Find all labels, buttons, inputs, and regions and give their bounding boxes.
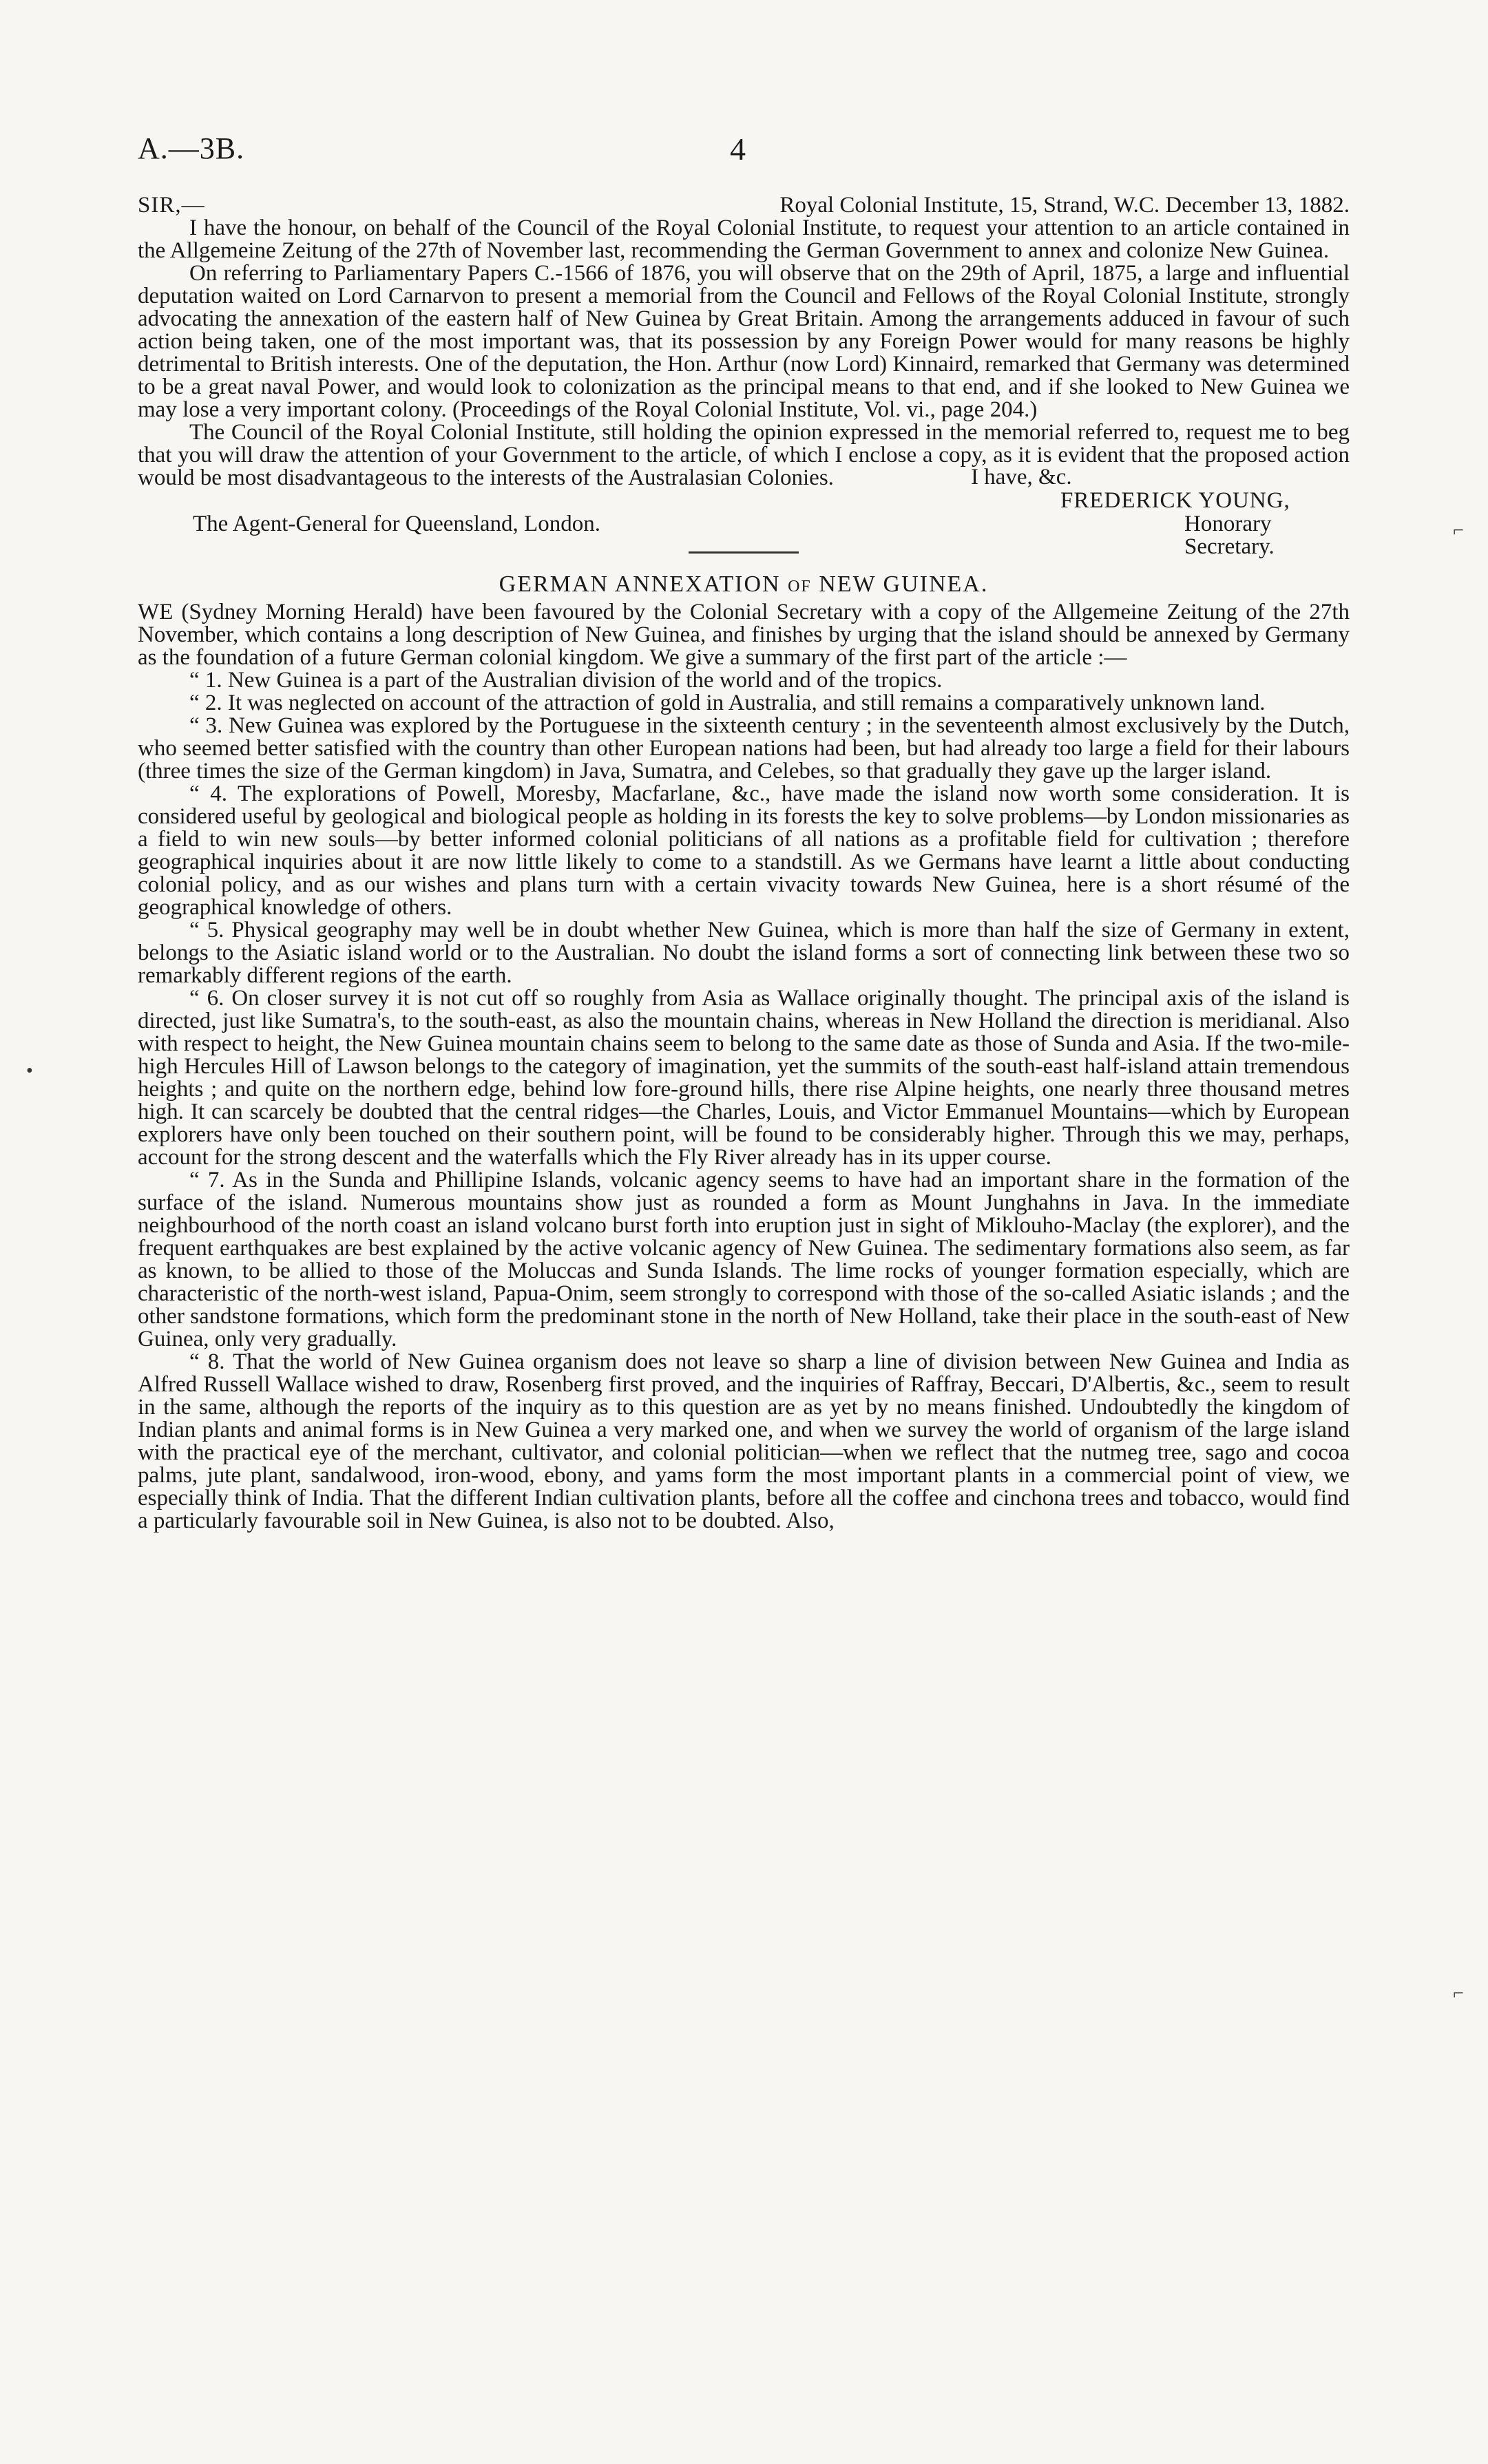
article-paragraph: WE (Sydney Morning Herald) have been favoured by the Colonial Secretary with a copy of the Allgemeine Zeitung of the 27th November, which contains a long description of New Guinea, and finishes by urging that the island should be annexed by Germany as the foundation of a future German colonial kingdom. We give a summary of the first part of the article :—: [138, 600, 1350, 670]
article-paragraph: “ 2. It was neglected on account of the attraction of gold in Australia, and still remains a comparatively unknown land.: [189, 691, 1266, 715]
letter-paragraph: On referring to Parliamentary Papers C.-1566 of 1876, you will observe that on the 29th of April, 1875, a large and influential deputation waited on Lord Carnarvon to present a memorial from the Council and Fellows of the Royal Colonial Institute, strongly advocating the annexation of the eastern half of New Guinea by Great Britain. Among the arrangements adduced in favour of such action being taken, one of the most important was, that its possession by any Foreign Power would for many reasons be highly detrimental to British interests. One of the deputation, the Hon. Arthur (now Lord) Kinnaird, remarked that Germany was determined to be a great naval Power, and would look to colonization as the principal means to that end, and if she looked to New Guinea we may lose a very important colony. (Proceedings of the Royal Colonial Institute, Vol. vi., page 204.): [138, 261, 1350, 422]
addressee: The Agent-General for Queensland, London.: [193, 512, 600, 536]
letter-paragraph: I have the honour, on behalf of the Council of the Royal Colonial Institute, to request your attention to an article contained in the Allgemeine Zeitung of the 27th of November last, recommending the German Government to annex and colonize New Guinea.: [138, 215, 1350, 263]
article-paragraph: “ 1. New Guinea is a part of the Australian division of the world and of the tropics.: [189, 668, 943, 693]
signature-block: [138, 465, 1350, 559]
dateline: Royal Colonial Institute, 15, Strand, W.C. December 13, 1882.: [779, 193, 1350, 218]
letter-heading: [138, 194, 1350, 217]
article-paragraph: “ 6. On closer survey it is not cut off so roughly from Asia as Wallace originally thought. The principal axis of the island is directed, just like Sumatra's, to the south-east, as also the mountain chains, whereas in New Holland the direction is meridianal. Also with respect to height, the New Guinea mountain chains seem to belong to the same date as those of Sunda and Asia. If the two-mile-high Hercules Hill of Lawson belongs to the category of imagination, yet the summits of the south-east half-island attain tremendous heights ; and quite on the northern edge, behind low fore-ground hills, there rise Alpine heights, one nearly three thousand metres high. It can scarcely be doubted that the central ridges—the Charles, Louis, and Victor Emmanuel Mountains—which by European explorers have only been touched on their southern point, will be found to be considerably higher. Through this we may, perhaps, account for the strong descent and the waterfalls which the Fly River already has in its upper course.: [138, 986, 1350, 1170]
article-paragraph: “ 3. New Guinea was explored by the Portuguese in the sixteenth century ; in the seventeenth almost exclusively by the Dutch, who seemed better satisfied with the country than other European nations had been, but had already too large a field for their labours (three times the size of the German kingdom) in Java, Sumatra, and Celebes, so that gradually they gave up the larger island.: [138, 713, 1350, 783]
salutation: SIR,—: [138, 193, 205, 218]
signatory-name: FREDERICK YOUNG,: [1060, 488, 1290, 513]
article-paragraph: “ 8. That the world of New Guinea organism does not leave so sharp a line of division between New Guinea and India as Alfred Russell Wallace wished to draw, Rosenberg first proved, and the inquiries of Raffray, Beccari, D'Albertis, &c., seem to result in the same, although the reports of the inquiry as to this question are as yet by no means finished. Undoubtedly the kingdom of Indian plants and animal forms is in New Guinea a very marked one, and when we survey the world of organism of the large island with the practical eye of the merchant, cultivator, and colonial politician—when we reflect that the nutmeg tree, sago and cocoa palms, jute plant, sandalwood, iron-wood, ebony, and yams form the most important plants in a commercial point of view, we especially think of India. That the different Indian cultivation plants, before all the coffee and cinchona trees and tobacco, would find a particularly favourable soil in New Guinea, is also not to be doubted. Also,: [138, 1349, 1350, 1533]
article-paragraph: “ 4. The explorations of Powell, Moresby, Macfarlane, &c., have made the island now worth some consideration. It is considered useful by geological and biological people as holding in its forests the key to solve problems—by London missionaries as a field to win new souls—by better informed colonial politicians of all nations as a profitable field for cultivation ; therefore geographical inquiries about it are now little likely to come to a standstill. As we Germans have learnt a little about conducting colonial policy, and as our wishes and plans turn with a certain vivacity towards New Guinea, here is a short résumé of the geographical knowledge of others.: [138, 781, 1350, 920]
page-number: 4: [730, 131, 746, 167]
section-divider: [689, 551, 799, 554]
document-reference: A.—3B.: [138, 131, 245, 165]
letter-paragraph: The Council of the Royal Colonial Institute, still holding the opinion expressed in the memorial referred to, request me to beg that you will draw the attention of your Government to the article, of which I enclose a copy, as it is evident that the proposed action would be most disadvantageous to the interests of the Australasian Colonies.: [138, 420, 1350, 490]
article-title: GERMAN ANNEXATION of NEW GUINEA.: [499, 571, 989, 597]
margin-mark: ⌐: [1453, 1983, 1464, 2004]
closing: I have, &c.: [971, 465, 1072, 489]
article-paragraph: “ 5. Physical geography may well be in doubt whether New Guinea, which is more than half the size of Germany in extent, belongs to the Asiatic island world or to the Australian. No doubt the island forms a sort of connecting link between these two so remarkably different regions of the earth.: [138, 918, 1350, 988]
margin-dot: •: [26, 1060, 33, 1082]
margin-mark: ⌐: [1453, 520, 1464, 541]
article-paragraph: “ 7. As in the Sunda and Phillipine Islands, volcanic agency seems to have had an important share in the formation of the surface of the island. Numerous mountains show just as rounded a form as Mount Junghahns in Java. In the immediate neighbourhood of the north coast an island volcano burst forth into eruption just in sight of Miklouho-Maclay (the explorer), and the frequent earthquakes are best explained by the active volcanic agency of New Guinea. The sedimentary formations also seem, as far as known, to be allied to those of the Moluccas and Sunda Islands. The lime rocks of younger formation especially, which are characteristic of the north-west island, Papua-Onim, seem strongly to correspond with those of the so-called Asiatic islands ; and the other sandstone formations, which form the predominant stone in the north of New Holland, take their place in the south-east of New Guinea, only very gradually.: [138, 1168, 1350, 1351]
body-text: [138, 194, 1350, 1533]
signatory-title: Honorary Secretary.: [1184, 512, 1275, 559]
